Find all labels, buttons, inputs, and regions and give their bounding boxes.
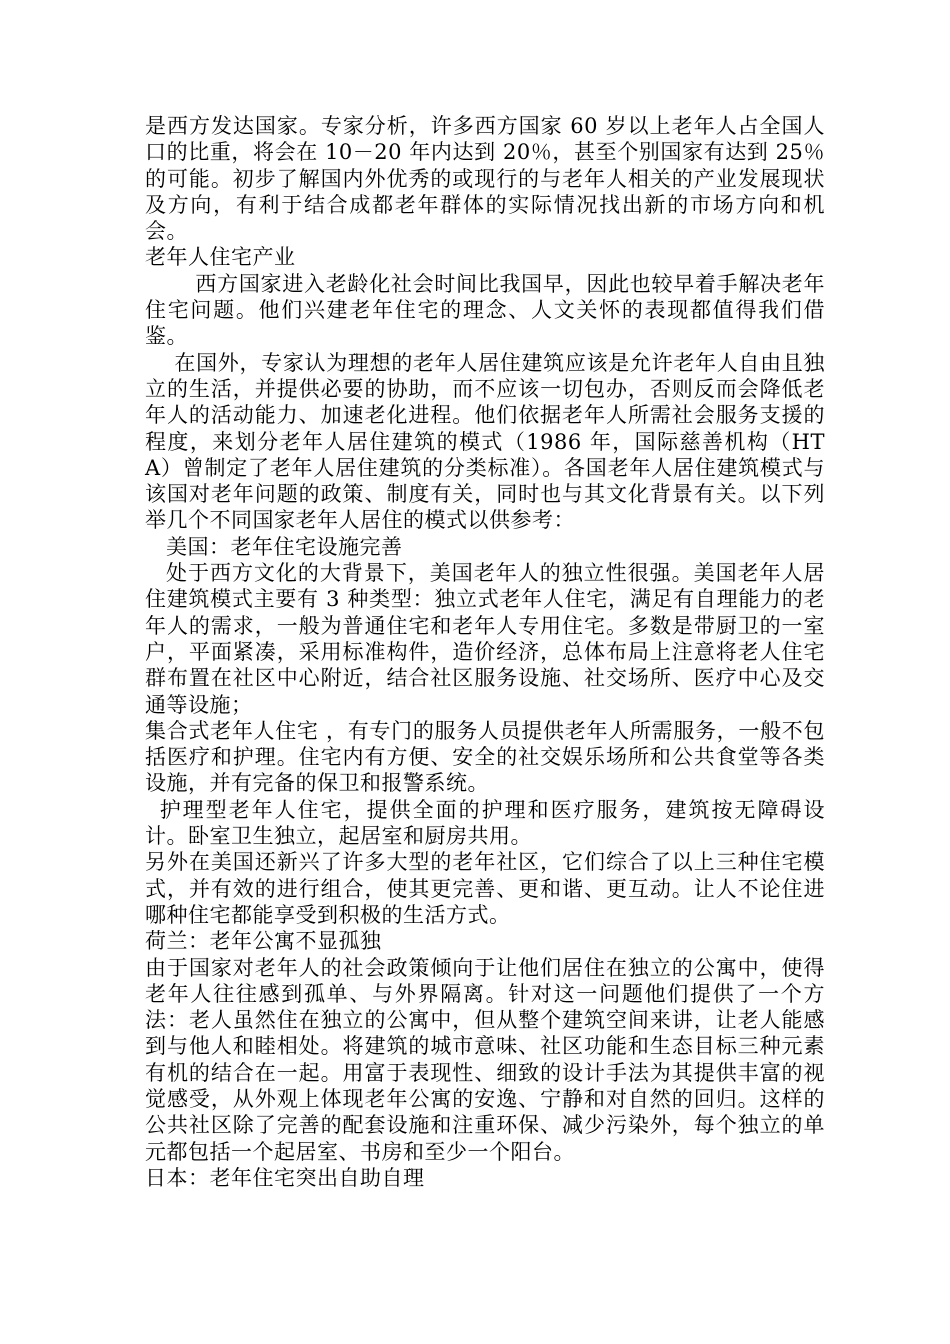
subheading-japan: 日本：老年住宅突出自助自理 [145, 1165, 425, 1190]
paragraph-usa-types: 处于西方文化的大背景下，美国老年人的独立性很强。美国老年人居住建筑模式主要有 3 种类型：独立式老年人住宅，满足有自理能力的老年人的需求，一般为普通住宅和老年人专用住宅。多数是带厨卫的一室户，平面紧凑，采用标准构件，造价经济，总体布局上注意将老人住宅群布置在社区中心附近，结合社区服务设施、社交场所、医疗中心及交通等设施； [145, 561, 825, 717]
paragraph-abroad-experts: 在国外，专家认为理想的老年人居住建筑应该是允许老年人自由且独立的生活，并提供必要的协助，而不应该一切包办，否则反而会降低老年人的活动能力、加速老化进程。他们依据老年人所需社会服务支援的程度，来划分老年人居住建筑的模式（1986 年，国际慈善机构（HTA）曾制定了老年人居住建筑的分类标准）。各国老年人居住建筑模式与该国对老年问题的政策、制度有关，同时也与其文化背景有关。以下列举几个不同国家老年人居住的模式以供参考： [145, 350, 825, 533]
paragraph-netherlands: 由于国家对老年人的社会政策倾向于让他们居住在独立的公寓中，使得老年人往往感到孤单、与外界隔离。针对这一问题他们提供了一个方法：老人虽然住在独立的公寓中，但从整个建筑空间来讲，让老人能感到与他人和睦相处。将建筑的城市意味、社区功能和生态目标三种元素有机的结合在一起。用富于表现性、细致的设计手法为其提供丰富的视觉感受，从外观上体现老年公寓的安逸、宁静和对自然的回归。这样的公共社区除了完善的配套设施和注重环保、减少污染外，每个独立的单元都包括一个起居室、书房和至少一个阳台。 [145, 955, 825, 1164]
subheading-netherlands: 荷兰：老年公寓不显孤独 [145, 929, 382, 954]
paragraph-west-aging: 西方国家进入老龄化社会时间比我国早，因此也较早着手解决老年住宅问题。他们兴建老年住宅的理念、人文关怀的表现都值得我们借鉴。 [145, 271, 825, 349]
paragraph-usa-nursing: 护理型老年人住宅，提供全面的护理和医疗服务，建筑按无障碍设计。卧室卫生独立，起居室和厨房共用。 [145, 797, 825, 849]
intro-paragraph: 是西方发达国家。专家分析，许多西方国家 60 岁以上老年人占全国人口的比重，将会在 10－20 年内达到 20％，甚至个别国家有达到 25％的可能。初步了解国内外优秀的或现行的与老年人相关的产业发展现状及方向，有利于结合成都老年群体的实际情况找出新的市场方向和机会。 [145, 114, 825, 244]
paragraph-usa-communities: 另外在美国还新兴了许多大型的老年社区，它们综合了以上三种住宅模式，并有效的进行组合，使其更完善、更和谐、更互动。让人不论住进哪种住宅都能享受到积极的生活方式。 [145, 850, 825, 927]
document-page [145, 113, 825, 1191]
paragraph-usa-collective: 集合式老年人住宅 ，有专门的服务人员提供老年人所需服务，一般不包括医疗和护理。住宅内有方便、安全的社交娱乐场所和公共食堂等各类设施，并有完备的保卫和报警系统。 [145, 718, 825, 796]
subheading-usa: 美国：老年住宅设施完善 [166, 534, 403, 559]
section-heading-senior-housing: 老年人住宅产业 [145, 245, 296, 270]
